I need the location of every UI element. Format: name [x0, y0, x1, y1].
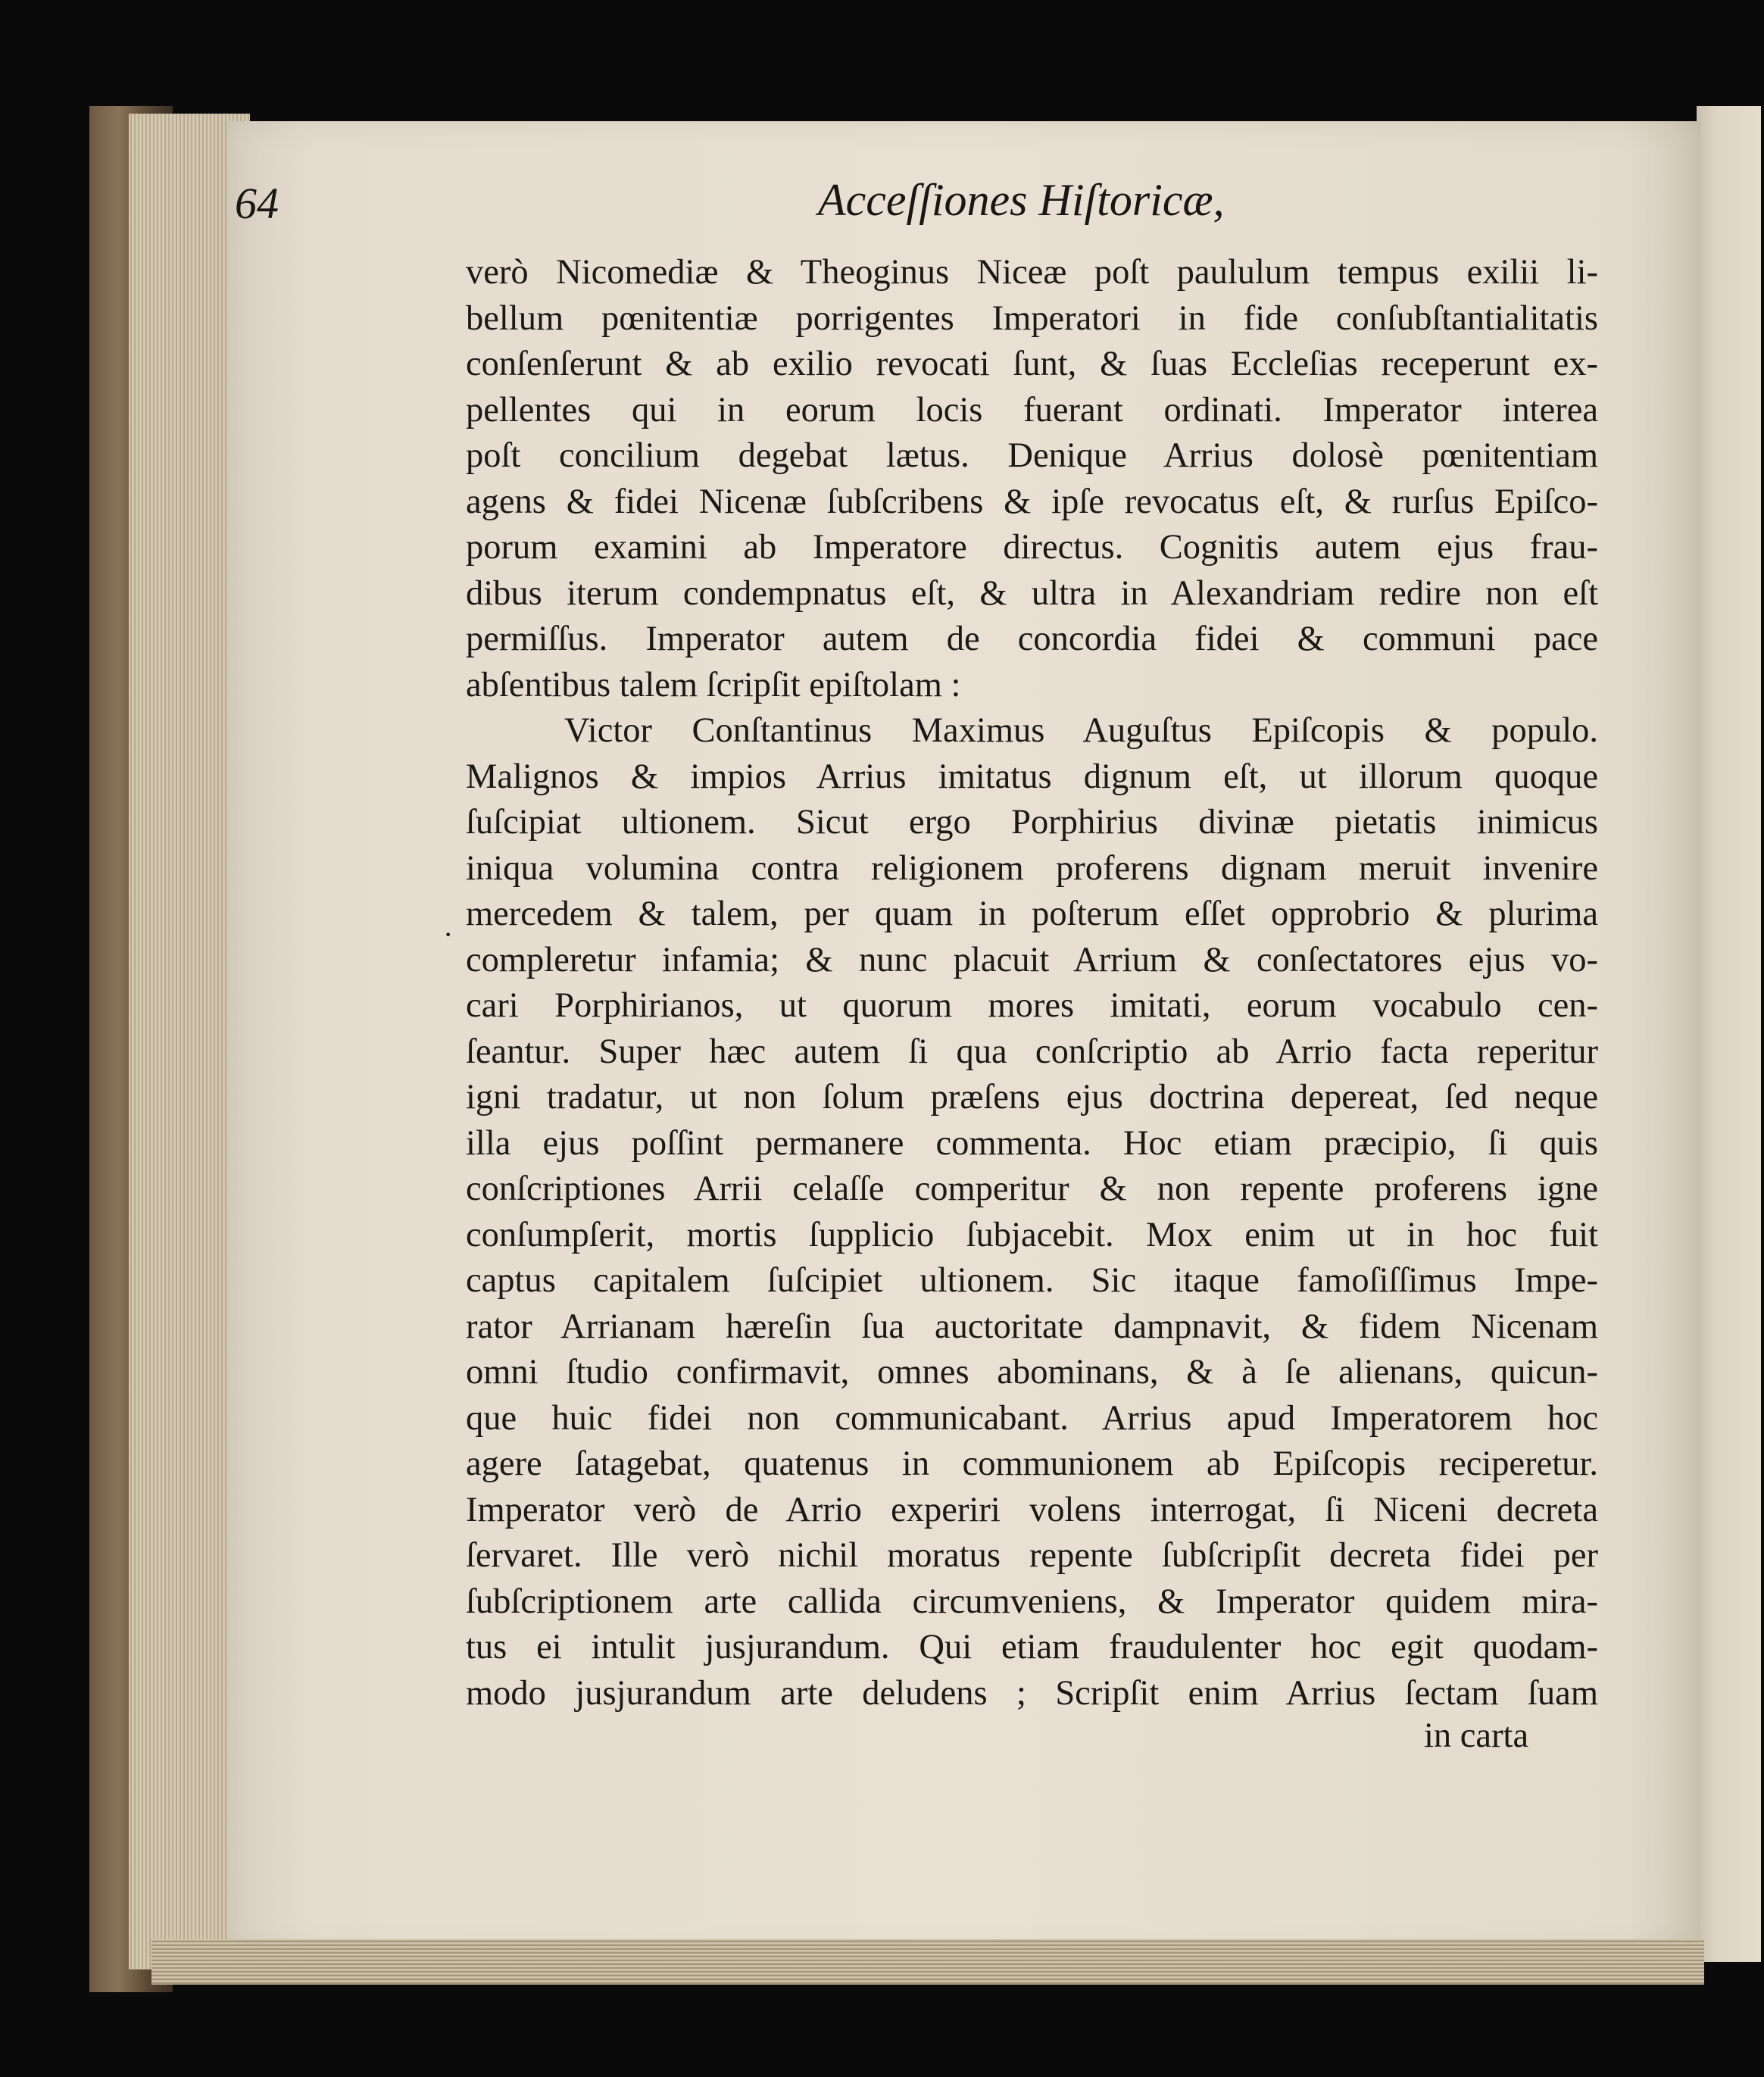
text-line: Malignos & impios Arrius imitatus dignum eſt, ut illorum quoque [466, 757, 1598, 796]
text-line: iniqua volumina contra religionem proferens dignam meruit invenire [466, 848, 1598, 888]
text-line: permiſſus. Imperator autem de concordia fidei & communi pace [466, 620, 1598, 658]
body-text [466, 250, 1598, 1716]
text-line: Imperator verò de Arrio experiri volens interrogat, ſi Niceni decreta [466, 1490, 1598, 1529]
catchword: in carta [1424, 1716, 1529, 1755]
text-line: agens & fidei Nicenæ ſubſcribens & ipſe revocatus eſt, & rurſus Epiſco- [466, 482, 1598, 521]
text-line: dibus iterum condempnatus eſt, & ultra in Alexandriam redire non eſt [466, 573, 1598, 613]
text-line: conſumpſerit, mortis ſupplicio ſubjacebit. Mox enim ut in hoc fuit [466, 1215, 1598, 1254]
text-line: rator Arrianam hæreſin ſua auctoritate dampnavit, & fidem Nicenam [466, 1307, 1598, 1346]
text-line: agere ſatagebat, quatenus in communionem ab Epiſcopis reciperetur. [466, 1445, 1598, 1483]
running-head: Acceſſiones Hiſtoricæ, [818, 175, 1225, 225]
text-line: poſt concilium degebat lætus. Denique Arrius dolosè pœnitentiam [466, 436, 1598, 475]
text-line: porum examini ab Imperatore directus. Cognitis autem ejus frau- [466, 528, 1598, 567]
text-line: conſcriptiones Arrii celaſſe comperitur & non repente proferens igne [466, 1170, 1598, 1208]
text-line: compleretur infamia; & nunc placuit Arrium & conſectatores ejus vo- [466, 940, 1598, 979]
page-number: 64 [235, 179, 279, 228]
text-line: captus capitalem ſuſcipiet ultionem. Sic itaque famoſiſſimus Impe- [466, 1261, 1598, 1300]
text-line: que huic fidei non communicabant. Arrius apud Imperatorem hoc [466, 1398, 1598, 1438]
text-line: ſuſcipiat ultionem. Sicut ergo Porphirius divinæ pietatis inimicus [466, 803, 1598, 842]
text-line: Victor Conſtantinus Maximus Auguſtus Epiſcopis & populo. [564, 711, 1598, 750]
text-line: cari Porphirianos, ut quorum mores imitati, eorum vocabulo cen- [466, 986, 1598, 1025]
text-line: bellum pœnitentiæ porrigentes Imperatori in fide conſubſtantialitatis [466, 298, 1598, 338]
text-line: illa ejus poſſint permanere commenta. Hoc etiam præcipio, ſi quis [466, 1123, 1598, 1163]
text-line: omni ſtudio confirmavit, omnes abominans, & à ſe alienans, quicun- [466, 1353, 1598, 1391]
text-line: ſeantur. Super hæc autem ſi qua conſcriptio ab Arrio facta reperitur [466, 1032, 1598, 1071]
text-line: pellentes qui in eorum locis fuerant ordinati. Imperator interea [466, 390, 1598, 429]
page-stack-bottom [151, 1939, 1704, 1985]
text-line: abſentibus talem ſcripſit epiſtolam : [466, 665, 961, 704]
text-line: tus ei intulit jusjurandum. Qui etiam fraudulenter hoc egit quodam- [466, 1628, 1598, 1666]
text-line: conſenſerunt & ab exilio revocati ſunt, & ſuas Eccleſias receperunt ex- [466, 345, 1598, 383]
text-line: igni tradatur, ut non ſolum præſens ejus doctrina depereat, ſed neque [466, 1078, 1598, 1117]
margin-mark: · [443, 917, 454, 951]
text-line: verò Nicomediæ & Theoginus Niceæ poſt paululum tempus exilii li- [466, 253, 1598, 292]
text-line: ſervaret. Ille verò nichil moratus repente ſubſcripſit decreta fidei per [466, 1536, 1598, 1575]
text-line: modo jusjurandum arte deludens ; Scripſit enim Arrius ſectam ſuam [466, 1673, 1598, 1713]
text-line: ſubſcriptionem arte callida circumveniens, & Imperator quidem mira- [466, 1582, 1598, 1621]
text-line: mercedem & talem, per quam in poſterum eſſet opprobrio & plurima [466, 895, 1598, 933]
facing-page-edge [1697, 106, 1761, 1962]
